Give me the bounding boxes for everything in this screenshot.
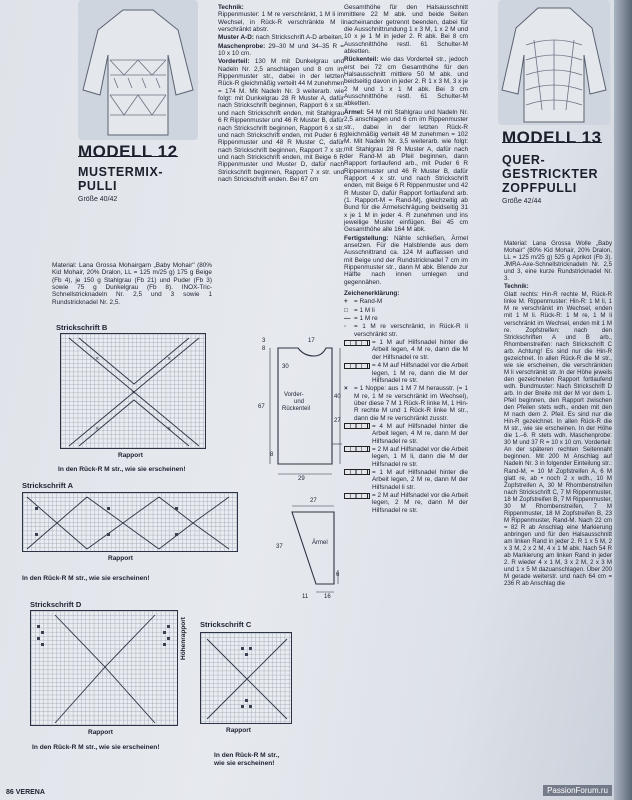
model12-size: Größe 40/42	[78, 196, 118, 204]
chart-b-rapport: Rapport	[118, 452, 143, 459]
schem-30: 30	[282, 364, 289, 370]
legend-item	[344, 385, 468, 422]
schem-front-label-1: Vorder-	[284, 392, 304, 398]
chart-c-grid	[200, 632, 292, 724]
schem-front-label-3: Rückenteil	[282, 406, 311, 412]
legend-text: = 4 M auf Hilfsnadel hinter die Arbeit legen, 4 M re, dann M der Hilfsnadel re str.	[372, 422, 468, 445]
legend-text: = 1 M li	[354, 306, 375, 314]
chart-d-hoehenrapport: Höhenrapport	[180, 617, 187, 660]
chart-c-caption-2: wie sie erscheinen!	[214, 760, 275, 767]
model12-subtitle-2: PULLI	[78, 179, 118, 194]
chart-d-rapport: Rapport	[88, 729, 113, 736]
legend-text: = 4 M auf Hilfsnadel vor die Arbeit legen, 1 M re, dann die M der Hilfsnadel re str.	[372, 362, 468, 384]
chart-d-caption: In den Rück-R M str., wie sie erscheinen!	[32, 744, 160, 751]
legend-symbol: ◦	[344, 323, 347, 331]
chart-b-caption: In den Rück-R M str., wie sie erscheinen!	[58, 466, 186, 473]
legend-symbol: ×	[344, 385, 348, 393]
legend-item	[344, 339, 468, 361]
model12-header	[78, 142, 208, 204]
schem-27: 27	[334, 418, 341, 424]
page-spine	[614, 0, 632, 800]
schem-8: 8	[262, 346, 266, 352]
sweater-photo-model13	[498, 0, 610, 125]
model12-subtitle-1: MUSTERMIX-	[78, 165, 164, 180]
chart-d-title: Strickschrift D	[30, 600, 82, 609]
svg-text:×: ×	[167, 426, 172, 432]
chart-a-title: Strickschrift A	[22, 481, 73, 490]
model12-title: MODELL 12	[78, 142, 178, 161]
chart-a-rapport: Rapport	[108, 555, 133, 562]
sleeve-16: 16	[324, 594, 331, 600]
model12-instructions: Technik: Rippenmuster: 1 M re verschränkt, 1 M li im Wechsel, in Rück-R verschränkte M li verschränkt abstr. Muster A-D: nach Strickschrift A-D arbeiten. Maschenprobe: 29–30 M und 34–35 R = 10 x 10 cm. Vorderteil: 130 M mit Dunkelgrau und Nadeln Nr. 2,5 anschlagen und 8 cm im Rippenmuster str., dabei in der letzten Rück-R gleichmäßig verteilt 44 M zunehmen = 174 M. Mit Nadeln Nr. 3 weiterarb. wie folgt: mit Dunkelgrau 28 R Muster A, dafür nach Strickschrift beginnen, Rapport 6 x str. und nach Strickschrift enden, mit Stahlgrau 6 R Rippenmuster und 46 R Muster B, dafür nach Strickschrift beginnen, Rapport 6 x str. und nach Strickschrift enden, mit Puder 6 R Rippenmuster und 48 R Muster C, dafür nach Strickschrift beginnen, Rapport 7 x str. und nach Strickschrift enden, mit Beige 6 R Rippenmuster und Muster D, dafür nach Strickschrift beginnen, Rapport 7 x str. und nach Strickschrift enden. Bei 67 cm	[218, 4, 345, 183]
chart-c-caption-1: In den Rück-R M str.,	[214, 752, 280, 759]
legend-item	[344, 323, 468, 338]
legend-heading: Zeichenerklärung:	[344, 290, 400, 298]
schem-8b: 8	[270, 452, 274, 458]
svg-text:×: ×	[95, 356, 100, 362]
legend-symbol: +	[344, 298, 348, 306]
schem-40: 40	[334, 394, 341, 400]
model13-title: MODELL 13	[502, 128, 602, 147]
legend-item	[344, 307, 468, 314]
legend-text: = 1 M auf Hilfsnadel hinter die Arbeit legen, 4 M re, dann die M der Hilfsnadel re str.	[372, 339, 468, 361]
svg-text:×: ×	[95, 426, 100, 432]
legend-item	[344, 423, 468, 445]
schem-3: 3	[262, 338, 266, 344]
legend-text: = 1 M re verschränkt, in Rück-R li verschränkt str.	[354, 323, 468, 338]
sleeve-37: 37	[276, 544, 283, 550]
legend-text: = 1 M auf Hilfsnadel hinter die Arbeit legen, 2 M re, dann M der Hilfsnadel li str.	[372, 468, 468, 491]
svg-text:×: ×	[167, 356, 172, 362]
model13-header	[502, 128, 614, 206]
legend-item	[344, 298, 468, 305]
chart-c-rapport: Rapport	[226, 727, 251, 734]
legend-item	[344, 469, 468, 491]
model12-instructions-continued: Gesamthöhe für den Halsausschnitt mittlere 22 M abk. und beide Seiten nacheinander getrennt beenden, dabei für die Ausschnittrundung 1 x 3 M, 1 x 2 M und 10 x je 1 M in jeder 2. R abk. Bei 8 cm Ausschnitthöhe restl. 61 Schulter-M abketten. Rückenteil: wie das Vorderteil str., jedoch erst bei 72 cm Gesamthöhe für den Halsausschnitt mittlere 50 M abk. und beidseitig davon in jeder 2. R 1 x 3 M, 3 x je 2 M und 1 x 1 M abk. Bei 3 cm Ausschnitthöhe restl. 61 Schulter-M abketten. Ärmel: 54 M mit Stahlgrau und Nadeln Nr. 2,5 anschlagen und 6 cm im Rippenmuster str., dabei in der letzten Rück-R gleichmäßig verteilt 48 M zunehmen = 102 M. Mit Nadeln Nr. 3,5 weiterarb. wie folgt: mit Stahlgrau 28 R Muster A, dafür nach der Rand-M ab Pfeil beginnen, dann Rapport fortlaufend arb., mit Puder 6 R Rippenmuster und 46 R Muster B, dafür Rapport 4 x str. und nach Strickschrift enden, mit Beige 6 R Rippenmuster und 42 R Muster D, dafür Rapport fortlaufend arb. (1. Rapport-M = Rand-M), gleichzeitig ab Bund für die Ärmelschrägung beidseitig 31 x je 1 M in jeder 4. R zunehmen und ins jeweilige Muster einfügen. Bei 45 cm Gesamthöhe alle 164 M abk. Fertigstellung: Nähte schließen, Ärmel ansetzen. Für die Halsblende aus dem Ausschnittrand ca. 124 M auffassen und mit Beige und der Rundstricknadel 7 cm im Rippenmuster str., dann M abk. Blende zur Hälfte nach innen umlegen und gegennähen. Zeichenerklärung: + = Rand-M □ = 1 M li — = 1 M re ◦ = 1 M re verschränkt, in Rück-R li verschränkt str. = 1 M auf Hilfsnadel hinter die Arbeit legen, 4 M re, dann die M der Hilfsnadel re str. = 4 M auf Hilfsnadel vor die Arbeit legen, 1 M re, dann die M der Hilfsnadel re str. × = 1 Noppe: aus 1 M 7 M herausstr. (= 1 M re, 1 M re verschränkt im Wechsel), über diese 7 M 1 Rück-R linke M, 1 Hin-R rechte M und 1 Rück-R linke M str., dann die M re verschränkt zusstr. = 4 M auf Hilfsnadel hinter die Arbeit legen, 4 M re, dann M der Hilfsnadel re str. = 2 M auf Hilfsnadel vor die Arbeit legen, 1 M li, dann die M der Hilfsnadel re str. = 1 M auf Hilfsnadel hinter die Arbeit legen, 2 M re, dann M der Hilfsnadel li str. = 2 M auf Hilfsnadel vor die Arbeit legen, 2 M re, dann M der Hilfsnadel re str.	[344, 4, 469, 514]
model13-instructions: Material: Lana Grossa Wolle „Baby Mohair" (80% Kid Mohair, 20% Dralon, LL = 125 m/25 g) 525 g Aprikot (Fb 3). JMRA-Axe-Schnellstricknadeln Nr. 2,5 und 3, eine kurze Rundstricknadel Nr. 3. Technik: Glatt rechts: Hin-R rechte M, Rück-R linke M. Rippenmuster: Hin-R: 1 M li, 1 M re verschränkt im Wechsel, enden mit 1 M li. Rück-R: 1 M re, 1 M li verschränkt im Wechsel, enden mit 1 M re. Zopfstreifen: nach den Strickschriften A und B arb., Rhombenstreifen: nach Strickschrift C arb. Achtung! Es sind nur die Hin-R gezeichnet. In allen Rück-R die M str., wie sie erscheinen, die verschränkten M li verschränkt str. In der Höhe jeweils den gezeichneten Rapport fortlaufend wdh. Bundmuster: Nach Strickschrift D arb. In der Breite mit der M vor dem 1. Pfeil beginnen, den Rapport zwischen den Pfeilen stets wdh., enden mit den M nach dem 2. Pfeil. Es sind nur die Hin-R gezeichnet. In allen Rück-R die M str., wie sie erscheinen. In der Höhe die 1.–6. R stets wdh. Maschenprobe: 30 M und 37 R = 10 x 10 cm. Vorderteil: An der späteren rechten Seitennaht beginnen. Mit 200 M Anschlag auf Nadeln Nr. 3 in folgender Einteilung str.: Rand-M, = 10 M Zopfstreifen A, 6 M glatt re, ab • noch 2 x wdh., 10 M Zopfstreifen A, 30 M Rhombenstreifen nach Strickschrift C, 7 M Rippenmuster, 18 M Zopfstreifen B, 7 M Rippenmuster, 30 M Rhombenstreifen, 7 M Rippenmuster, 18 M Zopfstreifen B, 23 M Rippenmuster, Rand-M. Nach 22 cm = 82 R ab Anschlag eine Markierung anbringen und für den Halsausschnitt am linken Rand in jeder 2. R 1 x 5 M, 2 x 3 M, 2 x 2 M, 4 x 1 M abk. Nach 54 R ab Markierung am linken Rand in jeder 2. R wieder 4 x 1 M, 3 x 2 M, 2 x 3 M und 1 x 5 M dazuanschlagen. Über 200 M gerade weiterstr. und nach 64 cm = 236 R ab Anschlag die	[504, 240, 612, 588]
schem-front-label-2: und	[294, 399, 305, 405]
legend-text: = 2 M auf Hilfsnadel vor die Arbeit legen, 1 M li, dann die M der Hilfsnadel re str.	[372, 445, 468, 468]
legend-symbol	[344, 493, 370, 499]
model13-size: Größe 42/44	[502, 198, 542, 206]
chart-d-grid	[30, 610, 178, 726]
chart-a-grid	[22, 492, 238, 552]
watermark: PassionForum.ru	[543, 785, 612, 796]
model13-subtitle-1: QUER-	[502, 153, 546, 168]
schematic-front-back	[250, 334, 350, 484]
legend-item	[344, 446, 468, 468]
legend-symbol: —	[344, 315, 351, 323]
technik-head: Technik:	[218, 4, 244, 11]
model12-material: Material: Lana Grossa Mohairgarn „Baby Mohair" (80% Kid Mohair, 20% Dralon, LL = 125 m/25 g) 175 g Beige (Fb 4), je 150 g Stahlgrau (Fb 21) und Puder (Fb 3) sowie 75 g Dunkelgrau (Fb 8). INOX-Tric-Schnellstricknadeln Nr. 2,5 und 3 sowie 1 Rundstricknadel Nr. 2,5.	[52, 262, 212, 306]
svg-text:×: ×	[131, 390, 136, 396]
chart-c-title: Strickschrift C	[200, 620, 252, 629]
sleeve-6: 6	[336, 572, 340, 578]
legend-text: = 1 Noppe: aus 1 M 7 M herausstr. (= 1 M re, 1 M re verschränkt im Wechsel), über diese 7 M 1 Rück-R linke M, 1 Hin-R rechte M und 1 Rück-R linke M str., dann die M re verschränkt zusstr.	[354, 385, 468, 422]
chart-a-caption: In den Rück-R M str., wie sie erscheinen!	[22, 575, 150, 582]
chart-b-grid	[60, 333, 206, 449]
schem-29: 29	[298, 476, 305, 482]
legend-item	[344, 315, 468, 322]
sweater-photo-model12	[78, 0, 198, 140]
page-footer: 86 VERENA	[6, 789, 45, 796]
legend-item	[344, 492, 468, 514]
legend-list	[344, 298, 468, 514]
sleeve-label: Ärmel	[312, 540, 328, 546]
legend-text: = 2 M auf Hilfsnadel vor die Arbeit legen, 2 M re, dann M der Hilfsnadel re str.	[372, 492, 468, 514]
legend-item	[344, 362, 468, 384]
legend-text: = 1 M re	[354, 315, 378, 323]
schem-67: 67	[258, 404, 265, 410]
chart-b-title: Strickschrift B	[56, 323, 108, 332]
legend-symbol: □	[344, 306, 348, 314]
legend-text: = Rand-M	[354, 298, 383, 306]
schem-17: 17	[308, 338, 315, 344]
schematic-sleeve	[272, 498, 344, 608]
sleeve-11: 11	[302, 594, 309, 600]
model13-subtitle-3: ZOPFPULLI	[502, 181, 577, 196]
model13-subtitle-2: GESTRICKTER	[502, 167, 599, 182]
sleeve-27: 27	[310, 498, 317, 504]
